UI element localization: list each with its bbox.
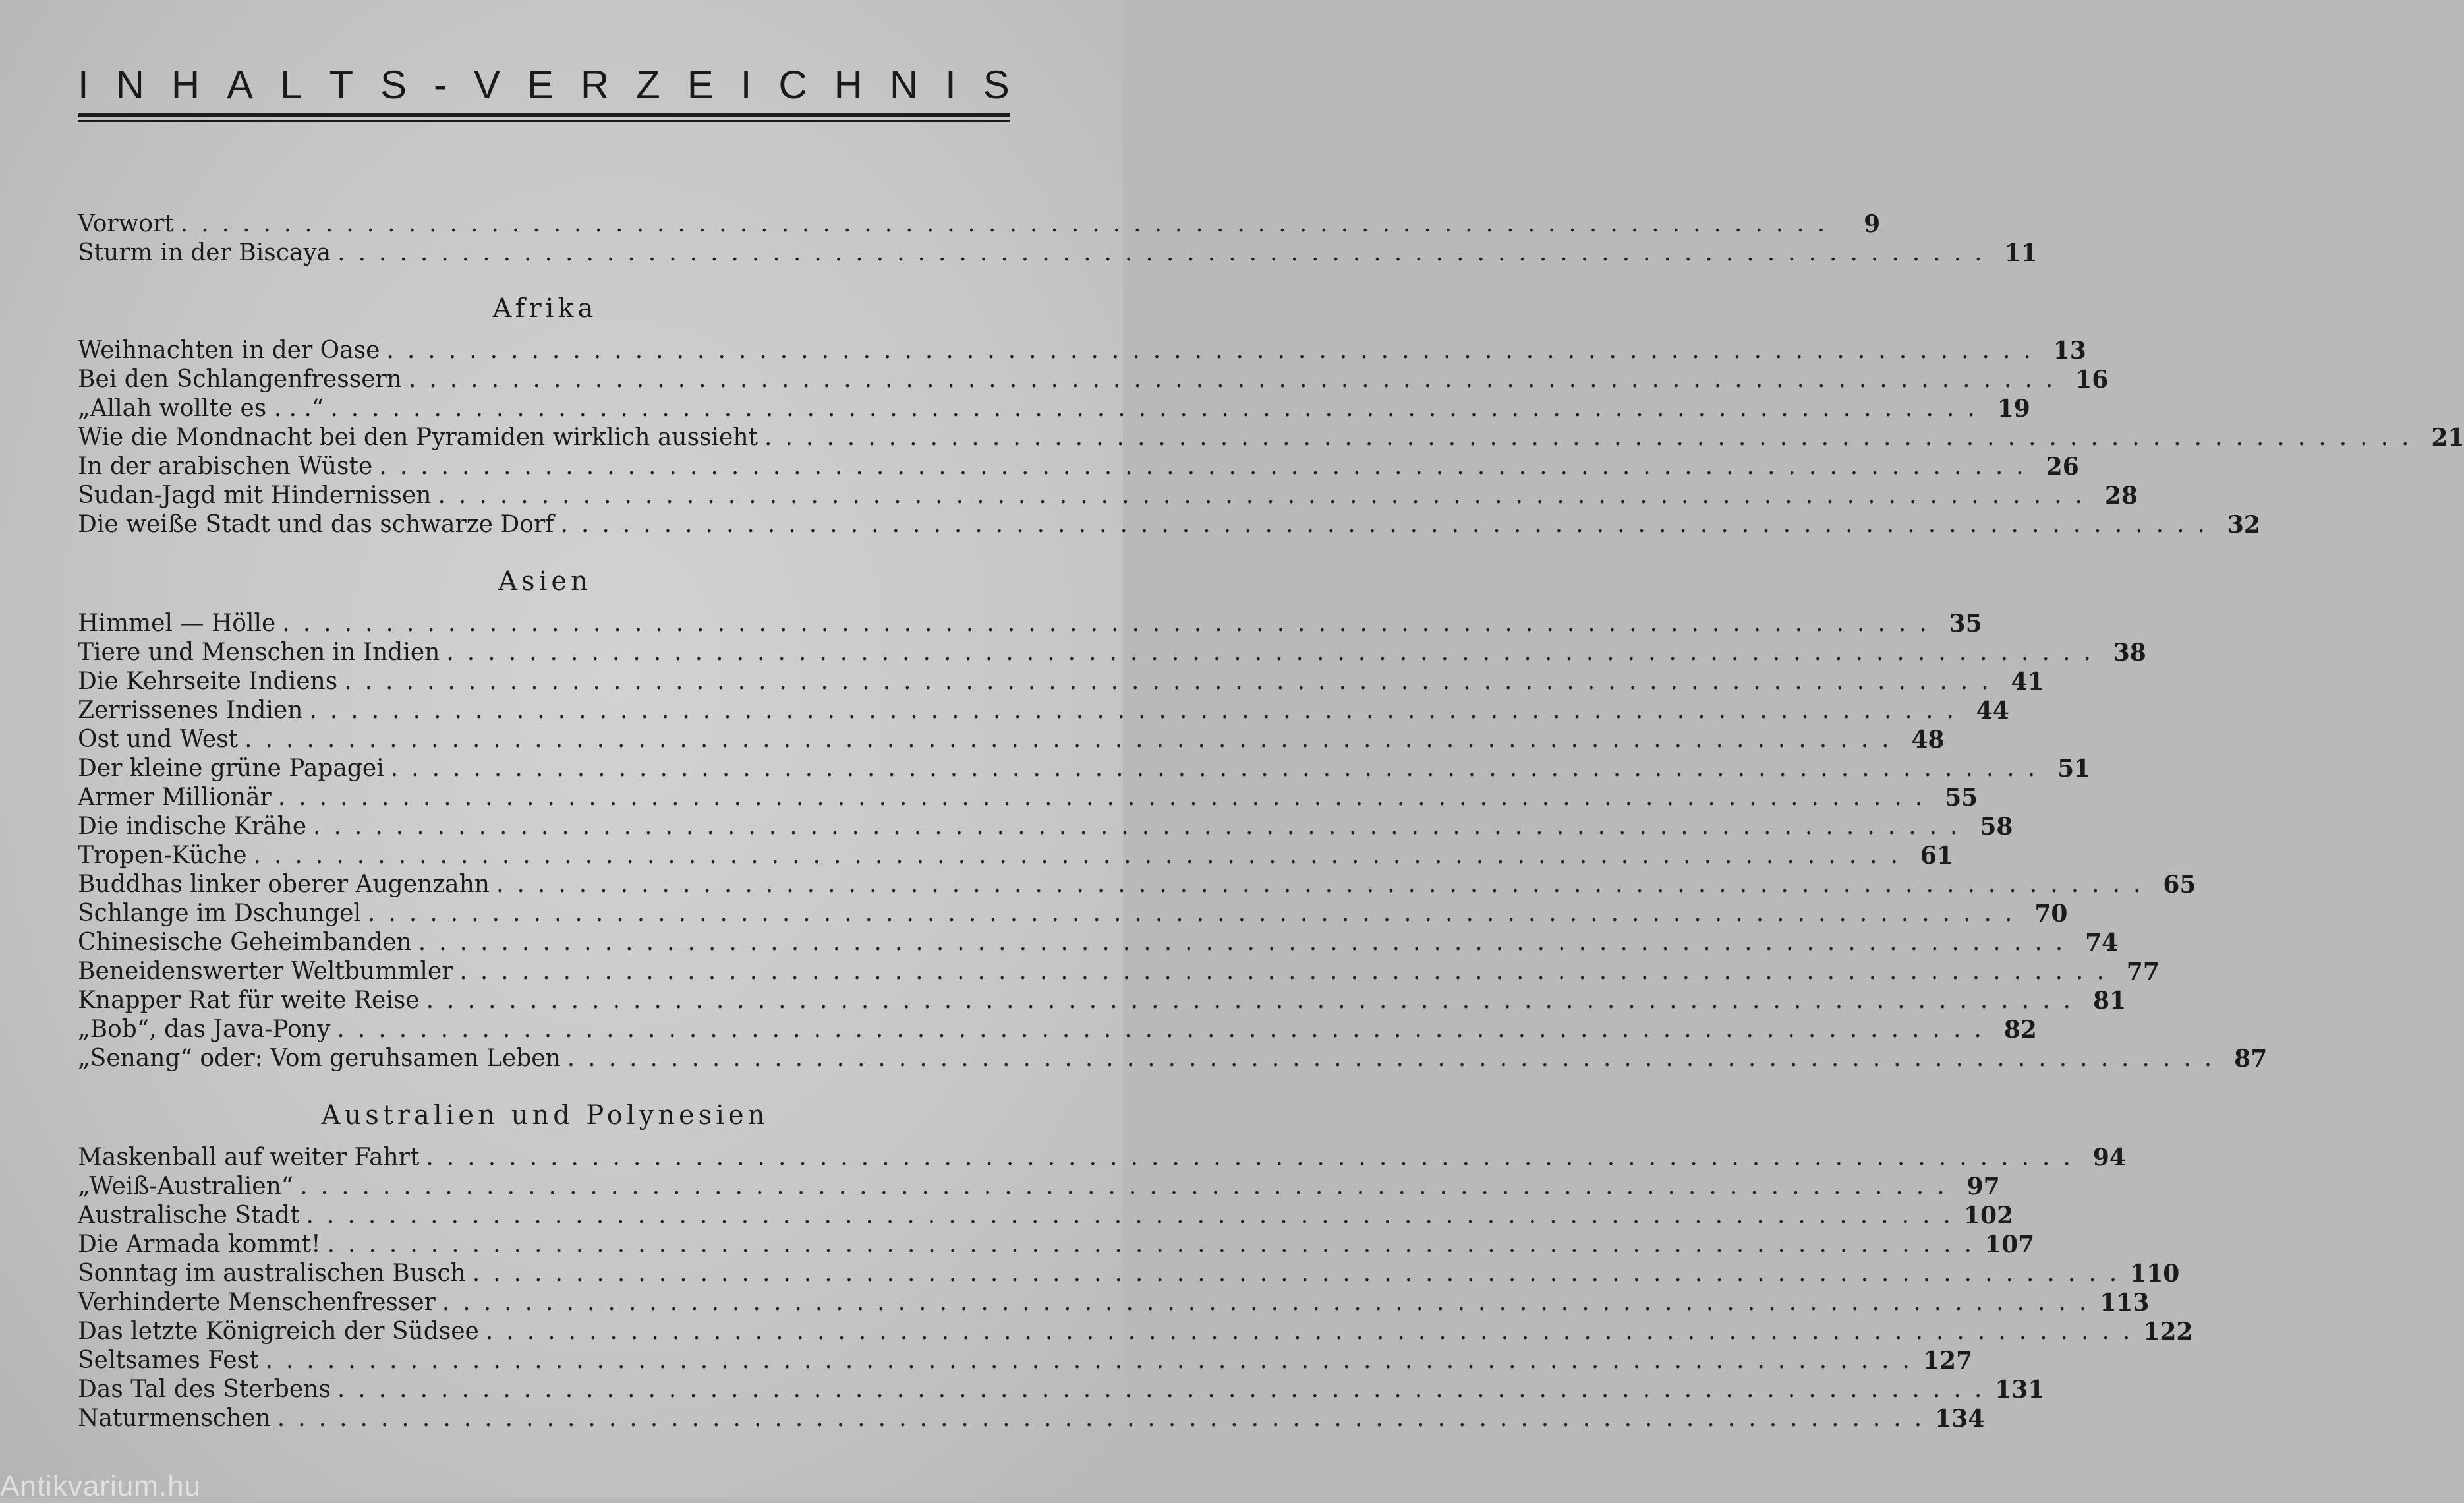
dot-leader: ................................................................................ [313, 813, 1971, 840]
entry-page-number: 102 [1963, 1202, 2014, 1229]
dot-leader: ................................................................................ [418, 929, 2077, 956]
entry-title: Der kleine grüne Papagei [78, 755, 384, 782]
title-letter: I [945, 62, 956, 107]
dot-leader: ................................................................................ [306, 1202, 1964, 1229]
entry-page-number: 55 [1945, 784, 1978, 811]
entry-page-number: 74 [2085, 929, 2119, 957]
title-letter: - [434, 62, 447, 107]
section-heading: Afrika [492, 293, 598, 324]
entry-page-number: 44 [1976, 697, 2009, 724]
toc-entry [78, 423, 2464, 452]
toc-entry [78, 1143, 2126, 1172]
toc-entry [78, 1201, 2014, 1230]
entry-title: Vorwort [78, 210, 174, 237]
entry-title: Chinesische Geheimbanden [78, 929, 412, 956]
toc-sections [78, 293, 2464, 1433]
title-letter: H [834, 62, 863, 107]
toc-entry [78, 957, 2160, 986]
toc-entry [78, 1317, 2193, 1346]
entry-title: Die weiße Stadt und das schwarze Dorf [78, 511, 554, 538]
dot-leader: ................................................................................ [442, 1289, 2100, 1316]
dot-leader: ................................................................................ [337, 239, 1995, 266]
table-of-contents [78, 210, 2464, 1433]
entry-title: Wie die Mondnacht bei den Pyramiden wirklich aussieht [78, 424, 758, 451]
title-letter: R [580, 62, 610, 107]
toc-entry [78, 365, 2109, 394]
toc-entry [78, 210, 1881, 239]
toc-entry [78, 1259, 2180, 1288]
entry-title: Knapper Rat für weite Reise [78, 987, 420, 1014]
entry-title: Bei den Schlangenfressern [78, 366, 402, 393]
entry-page-number: 65 [2163, 871, 2196, 899]
entry-page-number: 134 [1935, 1405, 1985, 1432]
section-heading: Asien [498, 566, 592, 597]
entry-page-number: 48 [1911, 726, 1945, 753]
entry-page-number: 107 [1985, 1231, 2035, 1258]
toc-entry [78, 696, 2009, 725]
entry-title: Verhinderte Menschenfresser [78, 1289, 436, 1316]
title-letter: I [78, 62, 89, 107]
title-letter: H [171, 62, 200, 107]
entry-page-number: 51 [2057, 755, 2091, 782]
toc-entry [78, 1230, 2035, 1259]
entry-page-number: 77 [2126, 958, 2160, 986]
entry-title: Schlange im Dschungel [78, 900, 361, 927]
dot-leader: ................................................................................ [567, 1045, 2225, 1072]
entry-title: Buddhas linker oberer Augenzahn [78, 871, 490, 898]
toc-entry [78, 754, 2091, 783]
dot-leader: ................................................................................ [300, 1173, 1958, 1200]
toc-entry [78, 239, 2038, 268]
entry-page-number: 94 [2092, 1144, 2126, 1171]
entry-page-number: 11 [2004, 239, 2038, 267]
dot-leader: ................................................................................ [408, 366, 2067, 393]
entry-page-number: 28 [2104, 482, 2138, 510]
toc-entry [78, 336, 2086, 365]
dot-leader: ................................................................................ [386, 337, 2044, 364]
entry-title: Beneidenswerter Weltbummler [78, 958, 453, 985]
entry-title: Sudan-Jagd mit Hindernissen [78, 482, 432, 509]
title-letter: N [115, 62, 144, 107]
entry-title: Australische Stadt [78, 1202, 300, 1229]
title-letter: V [473, 62, 500, 107]
title-letter: I [740, 62, 752, 107]
entry-page-number: 26 [2046, 453, 2079, 481]
dot-leader: ................................................................................ [344, 668, 2002, 695]
toc-entry [78, 638, 2146, 667]
entry-title: Armer Millionär [78, 784, 272, 811]
title-letter: S [983, 62, 1010, 107]
entry-page-number: 9 [1864, 210, 1881, 238]
entry-page-number: 32 [2227, 511, 2260, 539]
dot-leader: ................................................................................ [472, 1260, 2131, 1287]
dot-leader: ................................................................................ [265, 1347, 1923, 1374]
toc-entry [78, 1015, 2037, 1044]
entry-title: Weihnachten in der Oase [78, 337, 380, 364]
dot-leader: ................................................................................ [367, 900, 2026, 927]
toc-entry [78, 841, 1954, 870]
entry-title: „Allah wollte es . . .“ [78, 395, 324, 422]
title-letter: S [380, 62, 407, 107]
entry-page-number: 41 [2011, 668, 2044, 695]
entry-title: Sturm in der Biscaya [78, 239, 331, 266]
title-letter: Z [636, 62, 660, 107]
toc-entry [78, 812, 2013, 841]
toc-entry [78, 667, 2044, 696]
entry-title: „Weiß-Australien“ [78, 1173, 294, 1200]
entry-page-number: 21 [2431, 424, 2464, 452]
entry-title: Naturmenschen [78, 1405, 271, 1432]
toc-entry [78, 725, 1945, 754]
dot-leader: ................................................................................ [253, 842, 1912, 869]
dot-leader: ................................................................................ [485, 1318, 2144, 1345]
title-letter: E [687, 62, 714, 107]
title-letter: N [889, 62, 919, 107]
dot-leader: ................................................................................ [426, 1144, 2084, 1171]
section-heading: Australien und Polynesien [321, 1100, 769, 1131]
toc-entry [78, 870, 2196, 899]
entry-title: Ost und West [78, 726, 239, 753]
watermark: Antikvarium.hu [0, 1470, 202, 1502]
entry-page-number: 127 [1922, 1347, 1973, 1374]
dot-leader: ................................................................................ [390, 755, 2049, 782]
entry-page-number: 87 [2234, 1045, 2268, 1073]
dot-leader: ................................................................................ [438, 482, 2096, 509]
dot-leader: ................................................................................ [459, 958, 2117, 985]
title-letter: A [227, 62, 254, 107]
title-rule-thin [78, 120, 1010, 122]
entry-page-number: 19 [1997, 395, 2030, 423]
entry-page-number: 61 [1920, 842, 1954, 869]
entry-page-number: 81 [2092, 987, 2127, 1015]
title-letter: C [778, 62, 807, 107]
entry-title: Seltsames Fest [78, 1347, 259, 1374]
toc-entry [78, 609, 1982, 638]
title-letter: T [329, 62, 354, 107]
dot-leader: ................................................................................ [337, 1376, 1995, 1403]
entry-page-number: 58 [1980, 813, 2013, 840]
dot-leader: ................................................................................ [244, 726, 1903, 753]
toc-entry [78, 481, 2138, 510]
toc-entry [78, 394, 2030, 423]
entry-title: Das Tal des Sterbens [78, 1376, 331, 1403]
toc-entry [78, 1172, 2000, 1201]
dot-leader: ................................................................................ [379, 453, 2037, 480]
entry-page-number: 113 [2100, 1289, 2150, 1316]
entry-page-number: 122 [2143, 1318, 2193, 1345]
entry-title: Maskenball auf weiter Fahrt [78, 1144, 420, 1171]
toc-entry [78, 928, 2119, 957]
toc-entry [78, 783, 1978, 812]
toc-entry [78, 1375, 2045, 1404]
entry-page-number: 70 [2034, 900, 2068, 928]
toc-entry [78, 510, 2260, 539]
dot-leader: ................................................................................ [282, 610, 1940, 637]
dot-leader: ................................................................................ [309, 697, 1967, 724]
intro-entries [78, 210, 2038, 268]
toc-entry [78, 986, 2127, 1015]
title-rule-thick [78, 113, 1010, 117]
entry-title: Tiere und Menschen in Indien [78, 639, 440, 666]
dot-leader: ................................................................................ [426, 987, 2084, 1014]
dot-leader: ................................................................................ [764, 424, 2422, 451]
entry-page-number: 35 [1949, 610, 1982, 637]
entry-title: Sonntag im australischen Busch [78, 1260, 466, 1287]
dot-leader: ................................................................................ [180, 210, 1839, 237]
entry-title: Tropen-Küche [78, 842, 247, 869]
toc-entry [78, 1044, 2268, 1073]
entry-title: Himmel — Hölle [78, 610, 276, 637]
entry-page-number: 16 [2075, 366, 2109, 394]
dot-leader: ................................................................................ [327, 1231, 1986, 1258]
title-letter: E [527, 62, 554, 107]
page-title [78, 58, 1010, 111]
entry-title: Die Armada kommt! [78, 1231, 321, 1258]
entry-page-number: 97 [1966, 1173, 2000, 1200]
title-letter: L [280, 62, 302, 107]
entry-page-number: 110 [2130, 1260, 2180, 1287]
entry-title: „Senang“ oder: Vom geruhsamen Leben [78, 1045, 561, 1072]
toc-entry [78, 1404, 1985, 1433]
dot-leader: ................................................................................ [337, 1016, 1995, 1043]
dot-leader: ................................................................................ [277, 784, 1936, 811]
entry-page-number: 82 [2003, 1016, 2037, 1044]
toc-entry [78, 452, 2079, 481]
entry-page-number: 38 [2113, 639, 2146, 666]
dot-leader: ................................................................................ [496, 871, 2154, 898]
toc-entry [78, 1346, 1973, 1375]
dot-leader: ................................................................................ [560, 511, 2218, 538]
entry-title: Die indische Krähe [78, 813, 307, 840]
entry-title: Das letzte Königreich der Südsee [78, 1318, 479, 1345]
entry-title: Zerrissenes Indien [78, 697, 303, 724]
entry-title: In der arabischen Wüste [78, 453, 373, 480]
toc-entry [78, 899, 2068, 928]
entry-title: „Bob“, das Java-Pony [78, 1016, 331, 1043]
entry-title: Die Kehrseite Indiens [78, 668, 338, 695]
dot-leader: ................................................................................ [446, 639, 2104, 666]
entry-page-number: 131 [1995, 1376, 2045, 1403]
dot-leader: ................................................................................ [330, 395, 1988, 422]
toc-entry [78, 1288, 2150, 1317]
dot-leader: ................................................................................ [277, 1405, 1935, 1432]
entry-page-number: 13 [2053, 337, 2086, 365]
